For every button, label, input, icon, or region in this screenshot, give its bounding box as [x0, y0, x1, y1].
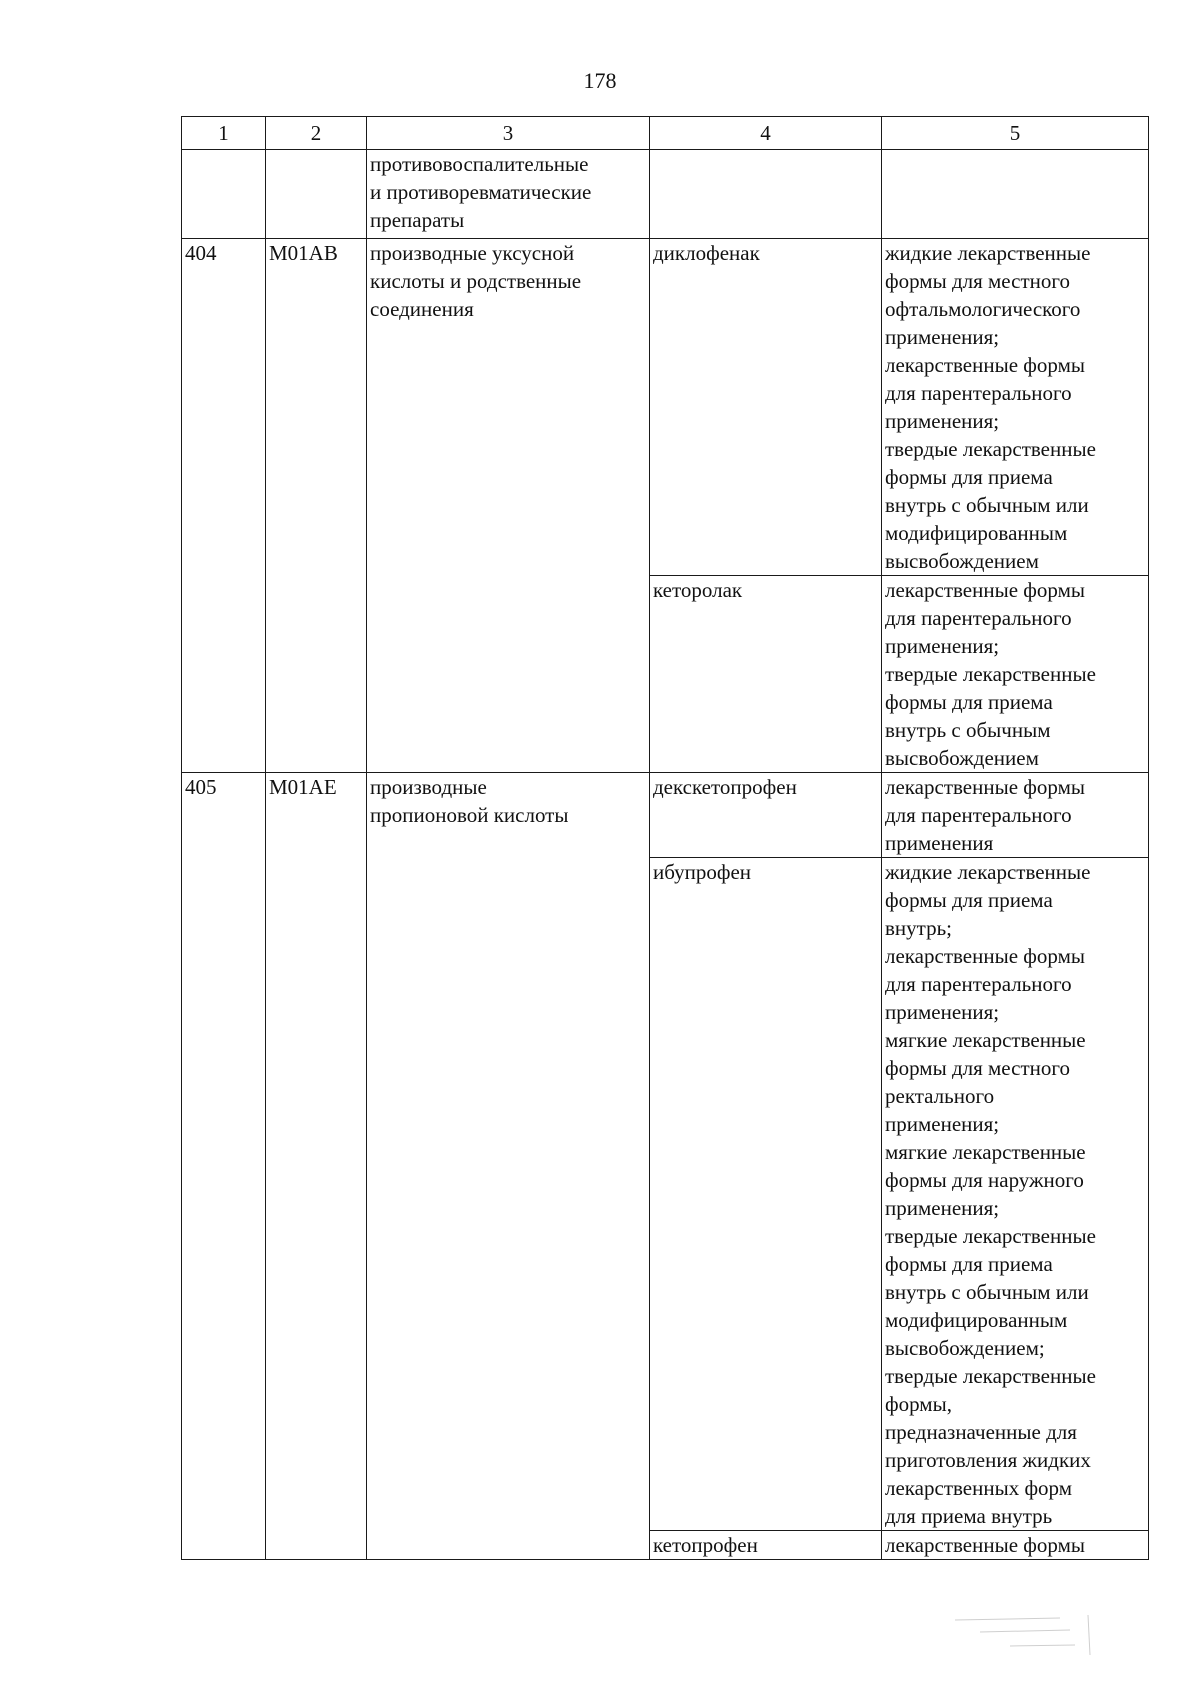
col-header-2: 2	[266, 117, 367, 150]
scan-stamp-mark	[950, 1610, 1100, 1660]
forms-cell	[882, 773, 1149, 858]
forms-cell	[882, 858, 1149, 1531]
form-line: высвобождением	[885, 549, 1039, 573]
drug-cell: кетопрофен	[650, 1531, 882, 1560]
continuation-row	[182, 150, 1149, 239]
form-line: лекарственные формы	[885, 353, 1085, 377]
drug-cell: ибупрофен	[650, 858, 882, 1531]
form-line: формы для местного	[885, 269, 1070, 293]
form-line: внутрь;	[885, 916, 952, 940]
table-row	[182, 773, 1149, 858]
group-line: производные	[370, 775, 487, 799]
drug-cell: кеторолак	[650, 576, 882, 773]
form-line: твердые лекарственные	[885, 1364, 1096, 1388]
code-cell: M01AE	[266, 773, 367, 1560]
form-line: формы для приема	[885, 888, 1053, 912]
form-line: ректального	[885, 1084, 995, 1108]
forms-cell	[882, 1531, 1149, 1560]
forms-cell	[882, 576, 1149, 773]
col-header-5: 5	[882, 117, 1149, 150]
group-cell	[367, 150, 650, 239]
code-cell	[266, 150, 367, 239]
form-line: внутрь с обычным	[885, 718, 1051, 742]
medication-table	[181, 116, 1149, 1560]
form-line: твердые лекарственные	[885, 437, 1096, 461]
num-cell: 404	[182, 239, 266, 773]
group-line: и противоревматические	[370, 180, 592, 204]
forms-cell	[882, 150, 1149, 239]
form-line: лекарственные формы	[885, 944, 1085, 968]
form-line: офтальмологического	[885, 297, 1081, 321]
form-line: для приема внутрь	[885, 1504, 1053, 1528]
form-line: жидкие лекарственные	[885, 860, 1091, 884]
table-body	[182, 150, 1149, 1560]
group-line: противовоспалительные	[370, 152, 589, 176]
form-line: применения	[885, 831, 994, 855]
table-row	[182, 239, 1149, 576]
form-line: твердые лекарственные	[885, 662, 1096, 686]
form-line: высвобождением;	[885, 1336, 1045, 1360]
num-cell: 405	[182, 773, 266, 1560]
form-line: лекарственных форм	[885, 1476, 1073, 1500]
drug-cell: диклофенак	[650, 239, 882, 576]
form-line: внутрь с обычным или	[885, 493, 1089, 517]
form-line: предназначенные для	[885, 1420, 1077, 1444]
page-number: 178	[583, 68, 617, 93]
form-line: формы для приема	[885, 465, 1053, 489]
form-line: применения;	[885, 325, 1000, 349]
form-line: лекарственные формы	[885, 578, 1085, 602]
forms-cell	[882, 239, 1149, 576]
form-line: лекарственные формы	[885, 1533, 1085, 1557]
form-line: приготовления жидких	[885, 1448, 1091, 1472]
code-cell: M01AB	[266, 239, 367, 773]
form-line: применения;	[885, 1000, 1000, 1024]
drug-cell	[650, 150, 882, 239]
form-line: для парентерального	[885, 381, 1072, 405]
form-line: твердые лекарственные	[885, 1224, 1096, 1248]
num-cell	[182, 150, 266, 239]
form-line: жидкие лекарственные	[885, 241, 1091, 265]
form-line: для парентерального	[885, 606, 1072, 630]
col-header-4: 4	[650, 117, 882, 150]
form-line: применения;	[885, 409, 1000, 433]
group-line: соединения	[370, 297, 474, 321]
col-header-3: 3	[367, 117, 650, 150]
group-cell	[367, 773, 650, 1560]
col-header-1: 1	[182, 117, 266, 150]
drug-cell: декскетопрофен	[650, 773, 882, 858]
form-line: мягкие лекарственные	[885, 1028, 1086, 1052]
form-line: применения;	[885, 1112, 1000, 1136]
group-line: кислоты и родственные	[370, 269, 582, 293]
form-line: высвобождением	[885, 746, 1039, 770]
form-line: модифицированным	[885, 1308, 1068, 1332]
form-line: формы для приема	[885, 690, 1053, 714]
header-row	[182, 117, 1149, 150]
form-line: внутрь с обычным или	[885, 1280, 1089, 1304]
form-line: лекарственные формы	[885, 775, 1085, 799]
group-line: пропионовой кислоты	[370, 803, 569, 827]
form-line: применения;	[885, 634, 1000, 658]
form-line: формы для местного	[885, 1056, 1070, 1080]
form-line: мягкие лекарственные	[885, 1140, 1086, 1164]
group-cell	[367, 239, 650, 773]
form-line: формы,	[885, 1392, 952, 1416]
group-line: препараты	[370, 208, 465, 232]
form-line: модифицированным	[885, 521, 1068, 545]
form-line: формы для приема	[885, 1252, 1053, 1276]
form-line: формы для наружного	[885, 1168, 1084, 1192]
form-line: для парентерального	[885, 972, 1072, 996]
form-line: для парентерального	[885, 803, 1072, 827]
group-line: производные уксусной	[370, 241, 575, 265]
form-line: применения;	[885, 1196, 1000, 1220]
